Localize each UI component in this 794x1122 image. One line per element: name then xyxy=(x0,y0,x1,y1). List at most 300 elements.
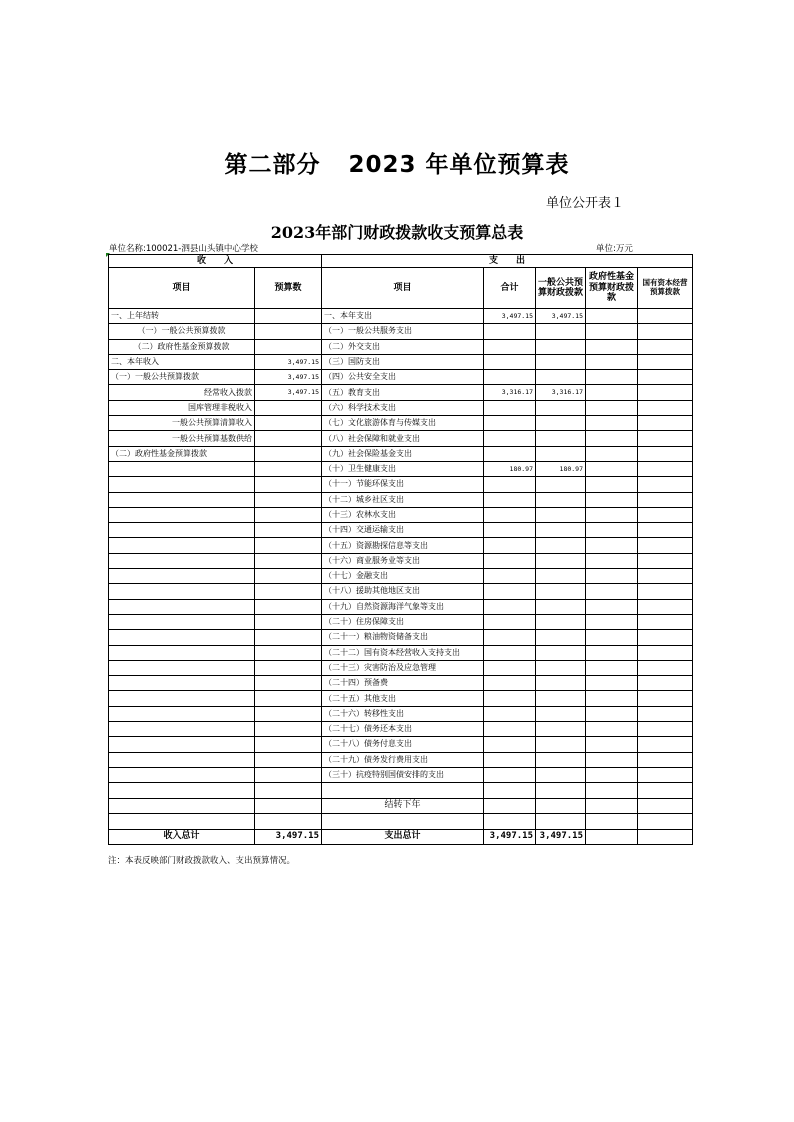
income-item-cell xyxy=(109,676,255,691)
expense-item-cell: （六）科学技术支出 xyxy=(322,400,484,415)
income-item-cell: 二、本年收入 xyxy=(109,354,255,369)
fund-budget-cell xyxy=(586,706,638,721)
expense-total-cell xyxy=(484,737,536,752)
income-amount-cell xyxy=(255,431,322,446)
expense-total-cell xyxy=(484,783,536,798)
expense-item-cell: （二十四）预备费 xyxy=(322,676,484,691)
expense-total-cell xyxy=(484,507,536,522)
table-row xyxy=(109,599,693,614)
table-row xyxy=(109,354,693,369)
general-budget-cell: 3,316.17 xyxy=(536,385,586,400)
expense-item-cell: （二十七）债务还本支出 xyxy=(322,722,484,737)
income-amount-cell xyxy=(255,722,322,737)
expense-item-cell: （二十三）灾害防治及应急管理 xyxy=(322,660,484,675)
expense-total-cell xyxy=(484,798,536,813)
income-amount-cell xyxy=(255,767,322,782)
column-header-row xyxy=(109,268,693,309)
expense-total-cell xyxy=(484,722,536,737)
expense-item-cell: （二）外交支出 xyxy=(322,339,484,354)
fund-budget-cell xyxy=(586,783,638,798)
state-capital-cell xyxy=(638,431,693,446)
state-capital-cell xyxy=(638,752,693,767)
expense-total-cell xyxy=(484,767,536,782)
income-section-header: 收 入 xyxy=(109,255,322,268)
table-row xyxy=(109,309,693,324)
expense-general-total: 3,497.15 xyxy=(536,829,586,844)
expense-item-cell xyxy=(322,813,484,829)
part-year: 2023 xyxy=(348,152,417,178)
state-capital-cell xyxy=(638,630,693,645)
expense-total-cell xyxy=(484,431,536,446)
expense-total-label: 支出总计 xyxy=(322,829,484,844)
table-row xyxy=(109,584,693,599)
income-amount-cell xyxy=(255,461,322,476)
fund-budget-cell xyxy=(586,339,638,354)
fund-budget-cell xyxy=(586,569,638,584)
fund-budget-cell xyxy=(586,599,638,614)
state-capital-cell xyxy=(638,798,693,813)
income-amount-cell xyxy=(255,614,322,629)
income-amount-cell xyxy=(255,630,322,645)
state-capital-cell xyxy=(638,599,693,614)
table-row xyxy=(109,767,693,782)
expense-item-cell: （三）国防支出 xyxy=(322,354,484,369)
expense-item-cell: （十九）自然资源海洋气象等支出 xyxy=(322,599,484,614)
table-row xyxy=(109,339,693,354)
income-item-cell xyxy=(109,584,255,599)
table-row xyxy=(109,798,693,813)
expense-fund-total xyxy=(586,829,638,844)
fund-budget-cell xyxy=(586,676,638,691)
table-row xyxy=(109,477,693,492)
table-row xyxy=(109,645,693,660)
general-budget-cell xyxy=(536,813,586,829)
income-item-cell xyxy=(109,767,255,782)
income-item-cell: 一、上年结转 xyxy=(109,309,255,324)
general-budget-cell xyxy=(536,783,586,798)
general-budget-cell xyxy=(536,691,586,706)
fund-budget-cell xyxy=(586,752,638,767)
general-budget-cell xyxy=(536,584,586,599)
currency-unit: 单位:万元 xyxy=(596,244,633,254)
income-amount-header: 预算数 xyxy=(255,268,322,309)
expense-total-cell xyxy=(484,569,536,584)
fund-budget-cell xyxy=(586,538,638,553)
income-amount-cell xyxy=(255,400,322,415)
general-budget-cell: 3,497.15 xyxy=(536,309,586,324)
income-amount-cell xyxy=(255,446,322,461)
state-capital-cell xyxy=(638,584,693,599)
fund-budget-cell xyxy=(586,798,638,813)
totals-row xyxy=(109,829,693,844)
income-item-cell xyxy=(109,737,255,752)
expense-item-cell: （十六）商业服务业等支出 xyxy=(322,553,484,568)
general-budget-cell xyxy=(536,599,586,614)
income-amount-cell xyxy=(255,691,322,706)
expense-total-cell xyxy=(484,752,536,767)
income-item-cell: 一般公共预算基数供给 xyxy=(109,431,255,446)
fund-budget-cell xyxy=(586,416,638,431)
expense-item-cell: （三十）抗疫特别国债安排的支出 xyxy=(322,767,484,782)
table-row xyxy=(109,431,693,446)
general-budget-cell xyxy=(536,507,586,522)
expense-item-cell: （四）公共安全支出 xyxy=(322,370,484,385)
expense-item-cell: （十七）金融支出 xyxy=(322,569,484,584)
general-budget-cell xyxy=(536,446,586,461)
income-amount-cell xyxy=(255,492,322,507)
income-item-cell xyxy=(109,614,255,629)
general-budget-cell xyxy=(536,569,586,584)
expense-item-cell: （八）社会保障和就业支出 xyxy=(322,431,484,446)
table-row xyxy=(109,783,693,798)
table-note: 注：本表反映部门财政拨款收入、支出预算情况。 xyxy=(108,856,296,866)
state-capital-header: 国有资本经营预算拨款 xyxy=(638,268,693,309)
table-row xyxy=(109,553,693,568)
expense-item-cell xyxy=(322,783,484,798)
table-row xyxy=(109,752,693,767)
fund-budget-cell xyxy=(586,630,638,645)
table-number: 单位公开表１ xyxy=(546,196,625,211)
expense-total-cell xyxy=(484,446,536,461)
section-header-row xyxy=(109,255,693,268)
income-total-label: 收入总计 xyxy=(109,829,255,844)
state-capital-cell xyxy=(638,461,693,476)
expense-item-cell: 结转下年 xyxy=(322,798,484,813)
state-capital-cell xyxy=(638,507,693,522)
income-item-cell: （二）政府性基金预算拨款 xyxy=(109,446,255,461)
part-title-rest: 年单位预算表 xyxy=(425,152,570,178)
income-amount-cell xyxy=(255,553,322,568)
general-budget-cell xyxy=(536,706,586,721)
expense-item-cell: 一、本年支出 xyxy=(322,309,484,324)
general-budget-cell xyxy=(536,492,586,507)
fund-budget-cell xyxy=(586,523,638,538)
general-budget-cell xyxy=(536,767,586,782)
budget-table xyxy=(108,254,693,845)
income-amount-cell xyxy=(255,737,322,752)
general-budget-cell xyxy=(536,645,586,660)
general-budget-cell xyxy=(536,676,586,691)
general-budget-cell xyxy=(536,523,586,538)
state-capital-cell xyxy=(638,324,693,339)
state-capital-cell xyxy=(638,339,693,354)
income-amount-cell xyxy=(255,523,322,538)
expense-total-cell xyxy=(484,691,536,706)
general-budget-cell xyxy=(536,324,586,339)
table-row xyxy=(109,737,693,752)
state-capital-cell xyxy=(638,569,693,584)
general-budget-cell xyxy=(536,722,586,737)
fund-budget-cell xyxy=(586,492,638,507)
fund-budget-cell xyxy=(586,767,638,782)
state-capital-cell xyxy=(638,722,693,737)
income-amount-cell xyxy=(255,584,322,599)
income-amount-cell xyxy=(255,477,322,492)
table-row xyxy=(109,676,693,691)
general-budget-cell xyxy=(536,431,586,446)
expense-total-cell xyxy=(484,676,536,691)
table-row xyxy=(109,691,693,706)
expense-total-cell xyxy=(484,324,536,339)
expense-item-header: 项目 xyxy=(322,268,484,309)
general-budget-cell xyxy=(536,416,586,431)
expense-item-cell: （十三）农林水支出 xyxy=(322,507,484,522)
fund-budget-cell xyxy=(586,584,638,599)
general-budget-cell xyxy=(536,538,586,553)
part-title xyxy=(0,146,794,179)
expense-item-cell: （二十二）国有资本经营收入支持支出 xyxy=(322,645,484,660)
income-item-cell: （二）政府性基金预算拨款 xyxy=(109,339,255,354)
general-budget-cell xyxy=(536,752,586,767)
table-row xyxy=(109,630,693,645)
expense-total-cell xyxy=(484,553,536,568)
expense-total-cell xyxy=(484,660,536,675)
income-item-cell xyxy=(109,538,255,553)
expense-total-amount: 3,497.15 xyxy=(484,829,536,844)
general-budget-cell xyxy=(536,614,586,629)
income-amount-cell: 3,497.15 xyxy=(255,370,322,385)
expense-item-cell: （二十五）其他支出 xyxy=(322,691,484,706)
state-capital-cell xyxy=(638,400,693,415)
expense-item-cell: （十）卫生健康支出 xyxy=(322,461,484,476)
income-item-cell xyxy=(109,645,255,660)
table-row xyxy=(109,461,693,476)
expense-item-cell: （二十一）粮油物资储备支出 xyxy=(322,630,484,645)
table-row xyxy=(109,416,693,431)
state-capital-cell xyxy=(638,523,693,538)
table-row xyxy=(109,507,693,522)
income-item-cell xyxy=(109,783,255,798)
fund-budget-cell xyxy=(586,813,638,829)
expense-total-cell xyxy=(484,523,536,538)
table-row xyxy=(109,370,693,385)
expense-total-cell xyxy=(484,370,536,385)
income-item-cell xyxy=(109,752,255,767)
income-amount-cell xyxy=(255,599,322,614)
fund-budget-header: 政府性基金预算财政拨款 xyxy=(586,268,638,309)
income-item-cell: （一）一般公共预算拨款 xyxy=(109,324,255,339)
table-row xyxy=(109,813,693,829)
fund-budget-cell xyxy=(586,431,638,446)
income-amount-cell xyxy=(255,339,322,354)
income-item-cell xyxy=(109,691,255,706)
income-item-cell xyxy=(109,507,255,522)
fund-budget-cell xyxy=(586,461,638,476)
state-capital-cell xyxy=(638,538,693,553)
state-capital-cell xyxy=(638,706,693,721)
income-amount-cell xyxy=(255,507,322,522)
expense-total-cell xyxy=(484,813,536,829)
table-row xyxy=(109,569,693,584)
income-item-cell: 一般公共预算清算收入 xyxy=(109,416,255,431)
expense-total-cell xyxy=(484,645,536,660)
income-item-cell xyxy=(109,523,255,538)
income-amount-cell xyxy=(255,645,322,660)
income-item-cell: 国库管理非税收入 xyxy=(109,400,255,415)
total-header: 合计 xyxy=(484,268,536,309)
fund-budget-cell xyxy=(586,614,638,629)
expense-total-cell: 3,497.15 xyxy=(484,309,536,324)
fund-budget-cell xyxy=(586,354,638,369)
state-capital-cell xyxy=(638,783,693,798)
fund-budget-cell xyxy=(586,737,638,752)
expense-item-cell: （十四）交通运输支出 xyxy=(322,523,484,538)
expense-item-cell: （十五）资源勘探信息等支出 xyxy=(322,538,484,553)
table-row xyxy=(109,660,693,675)
state-capital-cell xyxy=(638,370,693,385)
table-row xyxy=(109,523,693,538)
fund-budget-cell xyxy=(586,477,638,492)
general-budget-cell xyxy=(536,660,586,675)
income-amount-cell xyxy=(255,752,322,767)
expense-item-cell: （十一）节能环保支出 xyxy=(322,477,484,492)
expense-item-cell: （七）文化旅游体育与传媒支出 xyxy=(322,416,484,431)
fund-budget-cell xyxy=(586,645,638,660)
state-capital-cell xyxy=(638,614,693,629)
state-capital-cell xyxy=(638,660,693,675)
expense-state-total xyxy=(638,829,693,844)
income-amount-cell xyxy=(255,416,322,431)
unit-name: 单位名称:100021-泗县山头镇中心学校 xyxy=(109,244,258,254)
income-item-cell xyxy=(109,813,255,829)
income-amount-cell xyxy=(255,569,322,584)
expense-total-cell xyxy=(484,614,536,629)
expense-item-cell: （十八）援助其他地区支出 xyxy=(322,584,484,599)
expense-total-cell xyxy=(484,630,536,645)
expense-total-cell xyxy=(484,400,536,415)
fund-budget-cell xyxy=(586,385,638,400)
income-amount-cell xyxy=(255,813,322,829)
income-item-cell xyxy=(109,553,255,568)
general-budget-cell xyxy=(536,553,586,568)
expense-total-cell xyxy=(484,354,536,369)
expense-total-cell xyxy=(484,599,536,614)
table-row xyxy=(109,706,693,721)
fund-budget-cell xyxy=(586,370,638,385)
fund-budget-cell xyxy=(586,446,638,461)
state-capital-cell xyxy=(638,813,693,829)
state-capital-cell xyxy=(638,553,693,568)
general-budget-cell: 180.97 xyxy=(536,461,586,476)
fund-budget-cell xyxy=(586,324,638,339)
state-capital-cell xyxy=(638,385,693,400)
expense-item-cell: （二十九）债务发行费用支出 xyxy=(322,752,484,767)
income-item-cell xyxy=(109,722,255,737)
income-amount-cell xyxy=(255,660,322,675)
fund-budget-cell xyxy=(586,660,638,675)
fund-budget-cell xyxy=(586,691,638,706)
expense-total-cell xyxy=(484,584,536,599)
income-item-header: 项目 xyxy=(109,268,255,309)
state-capital-cell xyxy=(638,676,693,691)
income-amount-cell: 3,497.15 xyxy=(255,385,322,400)
fund-budget-cell xyxy=(586,400,638,415)
state-capital-cell xyxy=(638,354,693,369)
state-capital-cell xyxy=(638,492,693,507)
income-item-cell xyxy=(109,599,255,614)
income-item-cell xyxy=(109,630,255,645)
table-row xyxy=(109,492,693,507)
table-row xyxy=(109,722,693,737)
expense-total-cell: 180.97 xyxy=(484,461,536,476)
expense-total-cell xyxy=(484,416,536,431)
table-row xyxy=(109,614,693,629)
state-capital-cell xyxy=(638,767,693,782)
state-capital-cell xyxy=(638,309,693,324)
state-capital-cell xyxy=(638,737,693,752)
income-amount-cell xyxy=(255,706,322,721)
general-budget-cell xyxy=(536,354,586,369)
expense-total-cell xyxy=(484,339,536,354)
fund-budget-cell xyxy=(586,722,638,737)
fund-budget-cell xyxy=(586,507,638,522)
expense-total-cell xyxy=(484,706,536,721)
fund-budget-cell xyxy=(586,309,638,324)
state-capital-cell xyxy=(638,446,693,461)
expense-total-cell xyxy=(484,492,536,507)
income-amount-cell xyxy=(255,676,322,691)
expense-item-cell: （十二）城乡社区支出 xyxy=(322,492,484,507)
expense-total-cell: 3,316.17 xyxy=(484,385,536,400)
income-item-cell: （一）一般公共预算拨款 xyxy=(109,370,255,385)
income-amount-cell: 3,497.15 xyxy=(255,354,322,369)
expense-item-cell: （五）教育支出 xyxy=(322,385,484,400)
expense-item-cell: （九）社会保险基金支出 xyxy=(322,446,484,461)
general-budget-cell xyxy=(536,737,586,752)
income-amount-cell xyxy=(255,324,322,339)
general-budget-cell xyxy=(536,370,586,385)
income-item-cell xyxy=(109,477,255,492)
income-item-cell xyxy=(109,660,255,675)
income-item-cell xyxy=(109,798,255,813)
general-budget-cell xyxy=(536,630,586,645)
income-item-cell xyxy=(109,706,255,721)
income-total-amount: 3,497.15 xyxy=(255,829,322,844)
part-label: 第二部分 xyxy=(224,152,321,178)
expense-total-cell xyxy=(484,538,536,553)
income-item-cell: 经常收入拨款 xyxy=(109,385,255,400)
expense-item-cell: （二十八）债务付息支出 xyxy=(322,737,484,752)
general-budget-cell xyxy=(536,798,586,813)
income-item-cell xyxy=(109,569,255,584)
income-amount-cell xyxy=(255,798,322,813)
income-amount-cell xyxy=(255,309,322,324)
table-row xyxy=(109,446,693,461)
expense-item-cell: （二十六）转移性支出 xyxy=(322,706,484,721)
general-budget-cell xyxy=(536,339,586,354)
income-amount-cell xyxy=(255,783,322,798)
state-capital-cell xyxy=(638,691,693,706)
expense-total-cell xyxy=(484,477,536,492)
income-amount-cell xyxy=(255,538,322,553)
expense-item-cell: （二十）住房保障支出 xyxy=(322,614,484,629)
state-capital-cell xyxy=(638,645,693,660)
general-budget-cell xyxy=(536,477,586,492)
income-item-cell xyxy=(109,492,255,507)
general-budget-header: 一般公共预算财政拨款 xyxy=(536,268,586,309)
table-row xyxy=(109,324,693,339)
expense-item-cell: （一）一般公共服务支出 xyxy=(322,324,484,339)
general-budget-cell xyxy=(536,400,586,415)
table-row xyxy=(109,538,693,553)
table-title: 2023年部门财政拨款收支预算总表 xyxy=(270,223,524,242)
income-item-cell xyxy=(109,461,255,476)
table-row xyxy=(109,400,693,415)
expense-section-header: 支 出 xyxy=(322,255,693,268)
state-capital-cell xyxy=(638,416,693,431)
state-capital-cell xyxy=(638,477,693,492)
fund-budget-cell xyxy=(586,553,638,568)
